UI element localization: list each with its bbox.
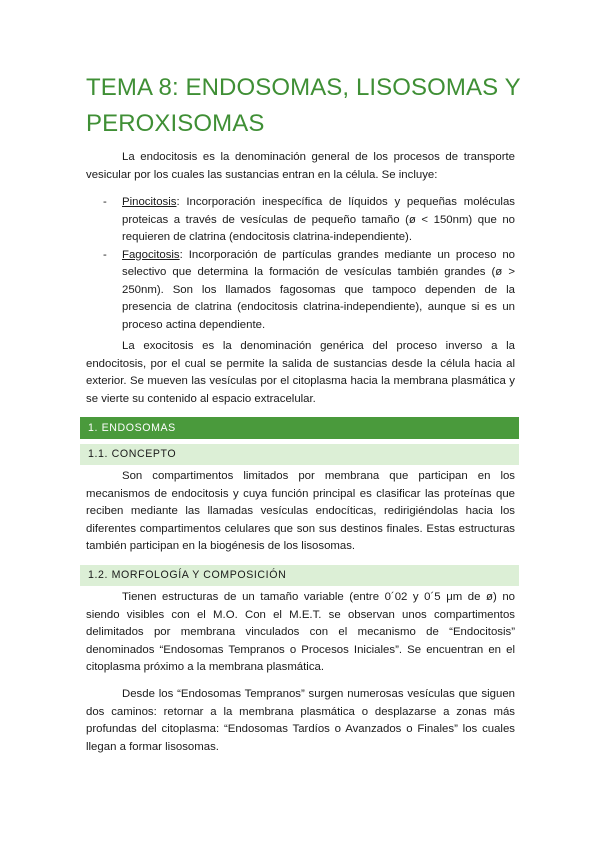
endocytosis-types-list	[86, 194, 515, 334]
subsection-heading-morfologia: 1.2. MORFOLOGÍA Y COMPOSICIÓN	[80, 565, 519, 586]
list-bullet: -	[103, 248, 107, 261]
list-item-pinocitosis	[86, 194, 515, 247]
fagocitosis-description: : Incorporación de partículas grandes mediante un proceso no selectivo que determina la formación de vesículas también grandes (ø > 250nm). Son los llamados fagosomas que tampoco dependen de la presencia de clatrina (endocitosis clatrina-independiente), aunque si es un proceso actina dependiente.	[122, 248, 515, 331]
term-fagocitosis: Fagocitosis	[122, 248, 180, 261]
subsection-heading-concepto: 1.1. CONCEPTO	[80, 444, 519, 465]
list-item-fagocitosis	[86, 247, 515, 335]
intro-paragraph: La endocitosis es la denominación general de los procesos de transporte vesicular por los cuales las sustancias entran en la célula. Se incluye:	[86, 151, 515, 181]
section-heading-endosomas: 1. ENDOSOMAS	[80, 417, 519, 439]
morfologia-paragraph-2: Desde los “Endosomas Tempranos” surgen numerosas vesículas que siguen dos caminos: retornar a la membrana plasmática o desplazarse a zonas más profundas del citoplasma: “Endosomas Tardíos o Avanzados o Finales” los cuales llegan a formar lisosomas.	[86, 688, 515, 753]
page-title: TEMA 8: ENDOSOMAS, LISOSOMAS Y PEROXISOMAS	[86, 74, 521, 137]
exocitosis-paragraph: La exocitosis es la denominación genérica del proceso inverso a la endocitosis, por el cual se permite la salida de sustancias desde la célula hacia al exterior. Se mueven las vesículas por el citoplasma hacia la membrana plasmática y se vierte su contenido al espacio extracelular.	[86, 340, 515, 405]
list-bullet: -	[103, 196, 107, 208]
pinocitosis-description: : Incorporación inespecífica de líquidos y pequeñas moléculas proteicas a través de vesículas de pequeño tamaño (ø < 150nm) que no requieren de clatrina (endocitosis clatrina-independiente).	[122, 196, 515, 243]
morfologia-paragraph-1: Tienen estructuras de un tamaño variable (entre 0´02 y 0´5 μm de ø) no siendo visibles con el M.O. Con el M.E.T. se observan unos compartimentos delimitados por membrana vinculados con el mecanismo de “Endocitosis” denominados “Endosomas Tempranos o Procesos Iniciales”. Se encuentran en el citoplasma próximo a la membrana plasmática.	[86, 591, 515, 673]
concepto-paragraph: Son compartimentos limitados por membrana que participan en los mecanismos de endocitosis y cuya función principal es clasificar las proteínas que reciben mediante las llamadas vesículas endocíticas, redirigiéndolas hacia los diferentes compartimentos celulares que son sus destinos finales. Estas estructuras también participan en la biogénesis de los lisosomas.	[86, 470, 515, 552]
term-pinocitosis: Pinocitosis	[122, 196, 177, 208]
